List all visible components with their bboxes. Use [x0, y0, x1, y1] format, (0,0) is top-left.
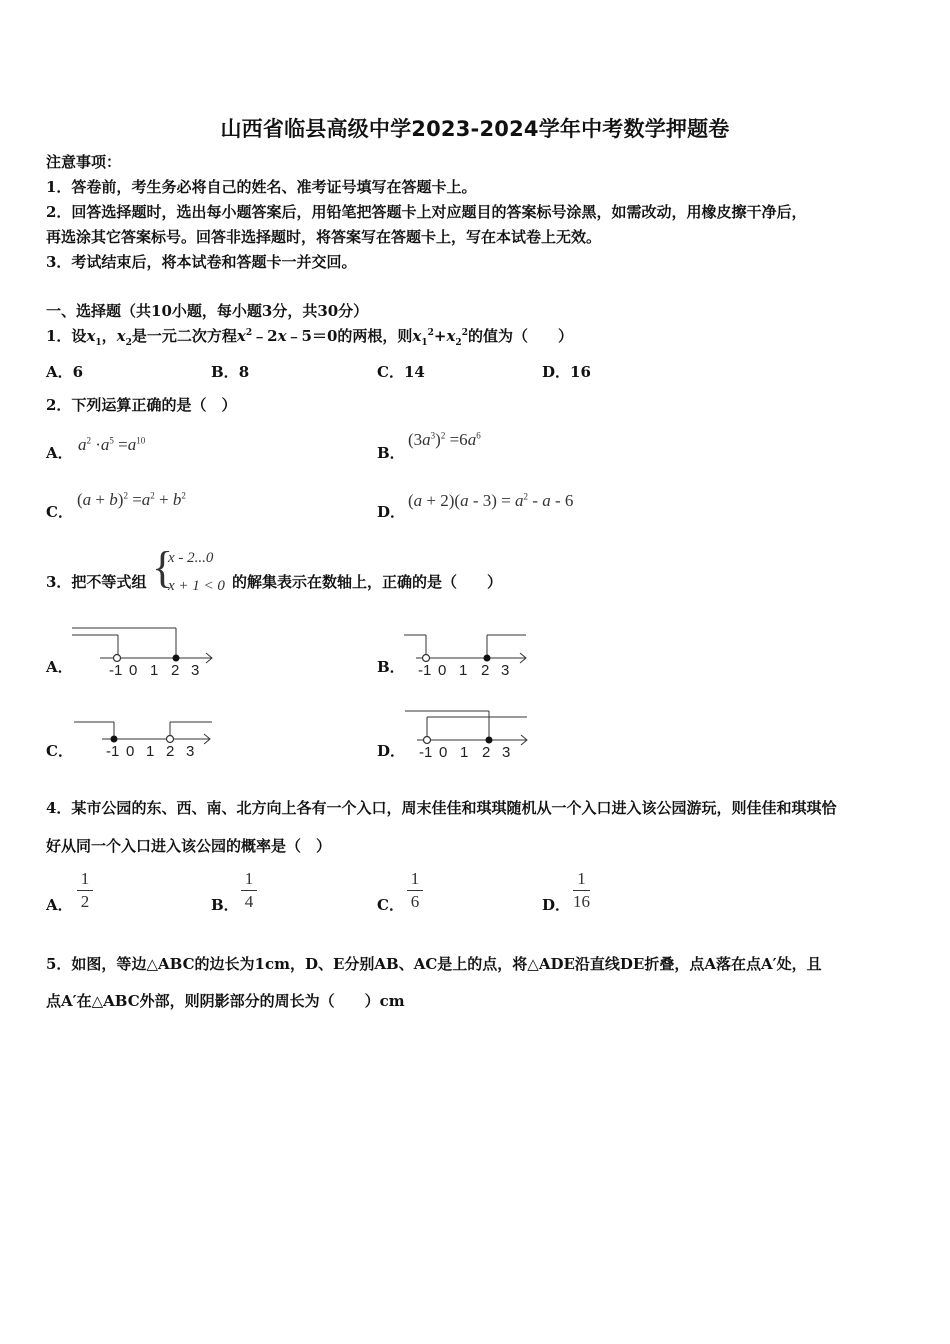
question-3-option-d-label[interactable]: D． — [377, 742, 406, 760]
notice-item-2-cont: 再选涂其它答案标号。回答非选择题时，将答案写在答题卡上，写在本试卷上无效。 — [46, 228, 602, 246]
question-4-stem-line-1: 4．某市公园的东、西、南、北方向上各有一个入口，周末佳佳和琪琪随机从一个入口进入该公园游玩，则佳佳和琪琪恰 — [46, 799, 837, 817]
question-5-stem-line-1: 5．如图，等边△ABC的边长为1cm，D、E分别AB、AC是上的点，将△ADE沿直线DE折叠，点A落在点A′处，且 — [46, 955, 822, 973]
question-4-option-b-label[interactable]: B． — [211, 896, 239, 914]
closed-point — [111, 736, 118, 743]
closed-point — [486, 737, 493, 744]
tick-label: 3 — [186, 743, 195, 760]
question-4-option-c-label[interactable]: C． — [377, 896, 404, 914]
tick-label: 0 — [438, 662, 447, 679]
question-2-option-b-expr: $(3a^3)^2 =6a^6$ — [408, 430, 481, 449]
tick-label: 0 — [129, 662, 138, 679]
question-2-option-c-label[interactable]: C． — [46, 503, 73, 521]
tick-label: 1 — [150, 662, 159, 679]
open-point — [423, 655, 430, 662]
tick-label: -1 — [109, 662, 123, 679]
question-3-suffix: 的解集表示在数轴上，正确的是（ ） — [232, 573, 503, 591]
tick-label: 1 — [146, 743, 155, 760]
notice-item-1: 1．答卷前，考生务必将自己的姓名、准考证号填写在答题卡上。 — [46, 178, 477, 196]
system-brace: { — [152, 543, 174, 592]
notice-heading: 注意事项： — [46, 153, 122, 171]
tick-label: 3 — [501, 662, 510, 679]
number-line-a[interactable] — [72, 622, 222, 682]
tick-label: 1 — [460, 744, 469, 761]
question-4-option-b-fraction: 1 4 — [241, 869, 257, 912]
number-line-d[interactable] — [403, 704, 533, 766]
number-line-b[interactable] — [402, 628, 532, 682]
notice-item-3: 3．考试结束后，将本试卷和答题卡一并交回。 — [46, 253, 357, 271]
question-2-option-c-expr: $(a + b)^2 =a^2 + b^2$ — [77, 490, 186, 509]
question-3-option-c-label[interactable]: C． — [46, 742, 73, 760]
tick-label: 2 — [166, 743, 175, 760]
question-3-option-a-label[interactable]: A． — [46, 658, 73, 676]
question-3-option-b-label[interactable]: B． — [377, 658, 405, 676]
tick-label: -1 — [418, 662, 432, 679]
question-4-stem-line-2: 好从同一个入口进入该公园的概率是（ ） — [46, 837, 332, 855]
question-5-stem-line-2: 点A′在△ABC外部，则阴影部分的周长为（ ）cm — [46, 992, 405, 1010]
question-2-option-b-label[interactable]: B． — [377, 444, 405, 462]
question-2-option-a-expr: $a^2 \cdot a^5 =a^{10}$ — [78, 435, 146, 454]
question-3-prefix: 3．把不等式组 — [46, 573, 147, 591]
tick-label: 2 — [482, 744, 491, 761]
open-point — [424, 737, 431, 744]
closed-point — [484, 655, 491, 662]
closed-point — [173, 655, 180, 662]
tick-label: -1 — [106, 743, 120, 760]
question-1-option-c[interactable]: C．14 — [377, 363, 425, 381]
question-2-option-d-expr: $(a + 2)(a - 3) = a^2 - a - 6$ — [408, 491, 574, 510]
open-point — [114, 655, 121, 662]
number-line-c[interactable] — [72, 712, 222, 766]
tick-label: 3 — [502, 744, 511, 761]
question-2-option-d-label[interactable]: D． — [377, 503, 406, 521]
tick-label: -1 — [419, 744, 433, 761]
question-1-option-a[interactable]: A．6 — [46, 363, 84, 381]
open-point — [167, 736, 174, 743]
section-heading: 一、选择题（共10小题，每小题3分，共30分） — [46, 302, 369, 320]
page-title: 山西省临县高级中学2023-2024学年中考数学押题卷 — [220, 117, 730, 141]
question-4-option-d-label[interactable]: D． — [542, 896, 571, 914]
tick-label: 2 — [481, 662, 490, 679]
tick-label: 0 — [126, 743, 135, 760]
question-1-option-d[interactable]: D．16 — [542, 363, 591, 381]
system-line-1: x - 2...0 — [168, 550, 214, 566]
question-4-option-a-fraction: 1 2 — [77, 869, 93, 912]
question-1-stem: 1．设$x_1$，$x_2$是一元二次方程$x^2﹣2x﹣5=0$的两根，则$x_1^2+x_2^2$的值为（ ） — [46, 327, 573, 348]
question-4-option-a-label[interactable]: A． — [46, 896, 73, 914]
tick-label: 1 — [459, 662, 468, 679]
system-line-2: x + 1 < 0 — [168, 578, 225, 594]
question-2-stem: 2．下列运算正确的是（ ） — [46, 396, 237, 414]
question-1-option-b[interactable]: B．8 — [211, 363, 250, 381]
notice-item-2: 2．回答选择题时，选出每小题答案后，用铅笔把答题卡上对应题目的答案标号涂黑，如需改动，用橡皮擦干净后， — [46, 203, 807, 221]
tick-label: 2 — [171, 662, 180, 679]
question-4-option-c-fraction: 1 6 — [407, 869, 423, 912]
question-4-option-d-fraction: 1 16 — [573, 869, 590, 911]
tick-label: 0 — [439, 744, 448, 761]
question-2-option-a-label[interactable]: A． — [46, 444, 73, 462]
tick-label: 3 — [191, 662, 200, 679]
